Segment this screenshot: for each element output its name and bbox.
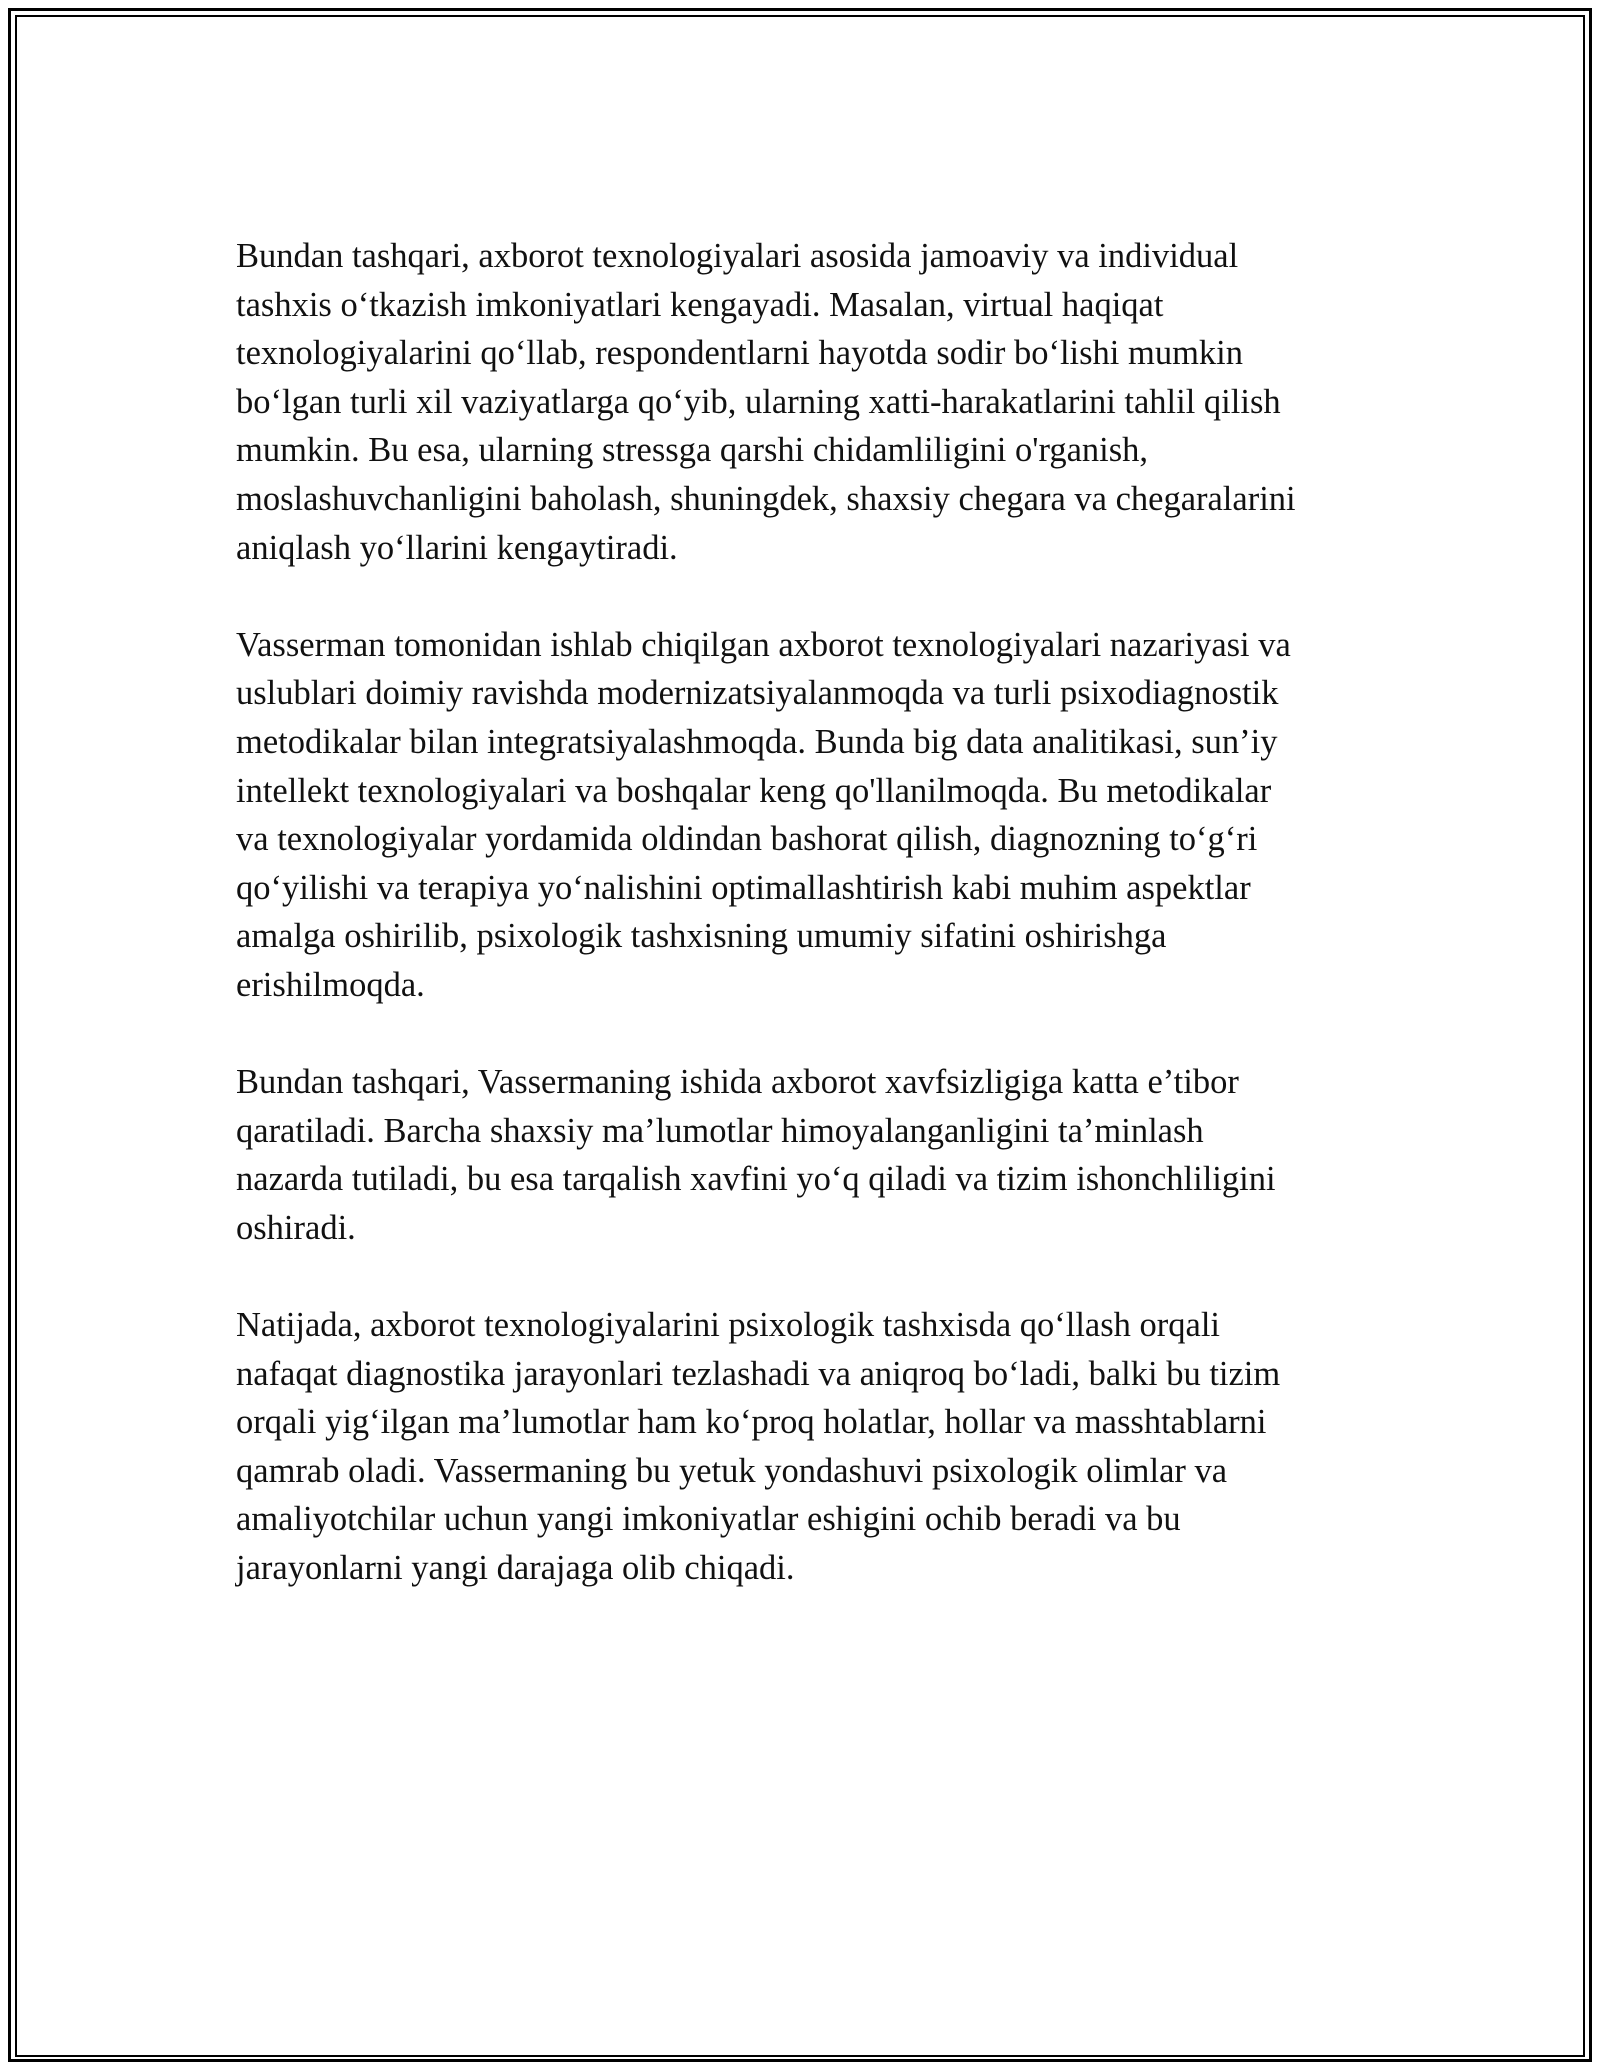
paragraph: Bundan tashqari, axborot texnologiyalari asosida jamoaviy va individual tashxis o‘tkazish imkoniyatlari kengayadi. Masalan, virtual haqiqat texnologiyalarini qo‘llab, respondentlarni hayotda sodir bo‘lishi mumkin bo‘lgan turli xil vaziyatlarga qo‘yib, ularning xatti-harakatlarini tahlil qilish mumkin. Bu esa, ularning stressga qarshi chidamliligini o'rganish, moslashuvchanligini baholash, shuningdek, shaxsiy chegara va chegaralarini aniqlash yo‘llarini kengaytiradi.	[236, 237, 1296, 567]
document-body	[236, 232, 1366, 1641]
paragraph: Vasserman tomonidan ishlab chiqilgan axborot texnologiyalari nazariyasi va uslublari doimiy ravishda modernizatsiyalanmoqda va turli psixodiagnostik metodikalar bilan integratsiyalashmoqda. Bunda big data analitikasi, sun’iy intellekt texnologiyalari va boshqalar keng qo'llanilmoqda. Bu metodikalar va texnologiyalar yordamida oldindan bashorat qilish, diagnozning to‘g‘ri qo‘yilishi va terapiya yo‘nalishini optimallashtirish kabi muhim aspektlar amalga oshirilib, psixologik tashxisning umumiy sifatini oshirishga erishilmoqda.	[236, 625, 1291, 1004]
paragraph: Natijada, axborot texnologiyalarini psixologik tashxisda qo‘llash orqali nafaqat diagnostika jarayonlari tezlashadi va aniqroq bo‘ladi, balki bu tizim orqali yig‘ilgan ma’lumotlar ham ko‘proq holatlar, hollar va masshtablarni qamrab oladi. Vassermaning bu yetuk yondashuvi psixologik olimlar va amaliyotchilar uchun yangi imkoniyatlar eshigini ochib beradi va bu jarayonlarni yangi darajaga olib chiqadi.	[236, 1306, 1281, 1588]
paragraph: Bundan tashqari, Vassermaning ishida axborot xavfsizligiga katta e’tibor qaratiladi. Barcha shaxsiy ma’lumotlar himoyalanganligini ta’minlash nazarda tutiladi, bu esa tarqalish xavfini yo‘q qiladi va tizim ishonchliligini oshiradi.	[236, 1063, 1276, 1247]
